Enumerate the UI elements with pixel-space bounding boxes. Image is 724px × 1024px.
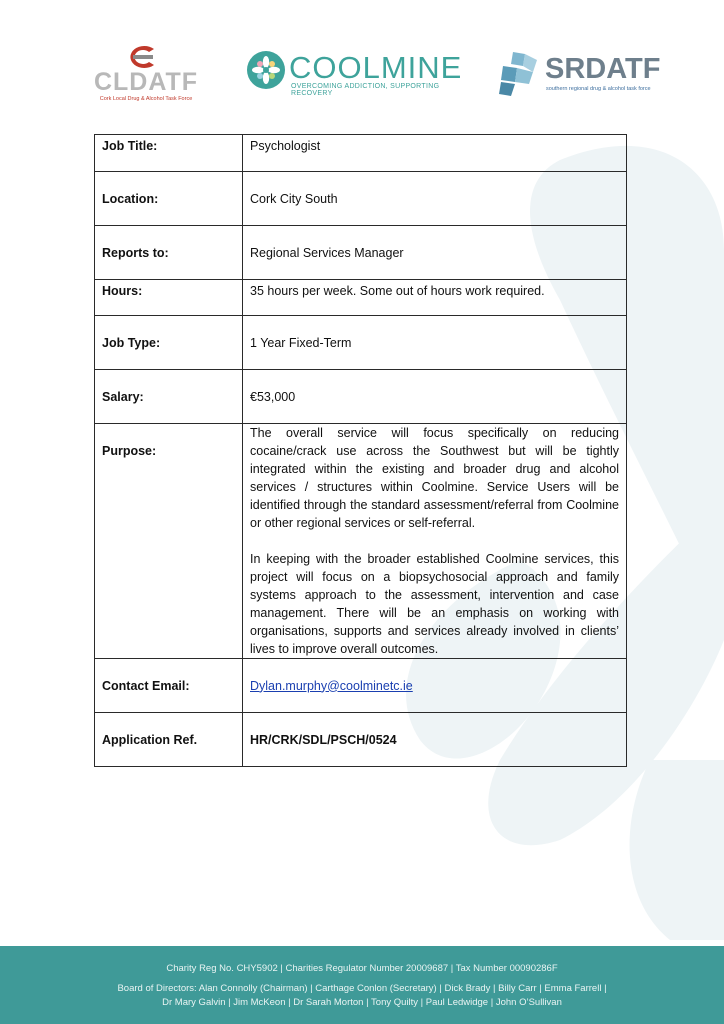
footer-board-line-1: Board of Directors: Alan Connolly (Chairman) | Carthage Conlon (Secretary) | Dick Brady | Billy Carr | Emma Farrell | [117, 983, 607, 994]
purpose-value [243, 424, 627, 659]
job-type-label: Job Type: [95, 316, 243, 370]
job-title-label: Job Title: [95, 135, 243, 172]
salary-value: €53,000 [243, 370, 627, 424]
contact-email-cell [243, 659, 627, 713]
footer-charity-info: Charity Reg No. CHY5902 | Charities Regulator Number 20009687 | Tax Number 00090286F [166, 963, 558, 974]
row-hours [95, 280, 627, 316]
purpose-paragraph-2: In keeping with the broader established Coolmine services, this project will focus on a biopsychosocial approach and family systems approach to the assessment, intervention and case management. There will be an emphasis on working with organisations, supports and services already involved in clients’ lives to improve overall outcomes. [250, 552, 619, 656]
cldatf-logo-subtitle: Cork Local Drug & Alcohol Task Force [99, 96, 193, 102]
row-job-type [95, 316, 627, 370]
row-reports-to [95, 226, 627, 280]
row-application-ref [95, 713, 627, 767]
row-job-title [95, 135, 627, 172]
cldatf-c-icon [124, 44, 162, 70]
contact-email-label: Contact Email: [95, 659, 243, 713]
reports-to-value: Regional Services Manager [243, 226, 627, 280]
row-contact-email [95, 659, 627, 713]
footer [0, 946, 724, 1024]
job-title-value: Psychologist [243, 135, 627, 172]
srdatf-map-icon [499, 52, 537, 96]
coolmine-flower-icon [247, 51, 285, 89]
coolmine-logo-tagline: OVERCOMING ADDICTION, SUPPORTING RECOVERY [291, 83, 440, 97]
purpose-paragraph-1: The overall service will focus specifically on reducing cocaine/crack use across the Southwest but will be tightly integrated within the existing and broader drug and alcohol services / structures within Coolmine. Service Users will be identified through the standard assessment/referral from Coolmine or other regional services or self-referral. [250, 426, 619, 530]
hours-label: Hours: [95, 280, 243, 316]
location-value: Cork City South [243, 172, 627, 226]
srdatf-logo-name: SRDATF [545, 53, 661, 85]
reports-to-label: Reports to: [95, 226, 243, 280]
row-salary [95, 370, 627, 424]
row-purpose [95, 424, 627, 659]
coolmine-logo [247, 50, 477, 97]
srdatf-logo-subtitle: southern regional drug & alcohol task force [546, 86, 651, 92]
row-location [95, 172, 627, 226]
hours-value: 35 hours per week. Some out of hours work required. [243, 280, 627, 316]
application-ref-label: Application Ref. [95, 713, 243, 767]
cldatf-logo-name: CLDATF [93, 68, 199, 96]
contact-email-link[interactable]: Dylan.murphy@coolminetc.ie [250, 678, 413, 693]
srdatf-logo [499, 52, 674, 98]
footer-board-line-2: Dr Mary Galvin | Jim McKeon | Dr Sarah Morton | Tony Quilty | Paul Ledwidge | John O’Sullivan [162, 997, 562, 1008]
job-details-table [94, 134, 627, 767]
job-type-value: 1 Year Fixed-Term [243, 316, 627, 370]
cldatf-logo [84, 44, 208, 102]
purpose-label: Purpose: [95, 424, 243, 659]
location-label: Location: [95, 172, 243, 226]
salary-label: Salary: [95, 370, 243, 424]
coolmine-logo-name: COOLMINE [289, 50, 463, 85]
application-ref-value: HR/CRK/SDL/PSCH/0524 [243, 713, 627, 767]
